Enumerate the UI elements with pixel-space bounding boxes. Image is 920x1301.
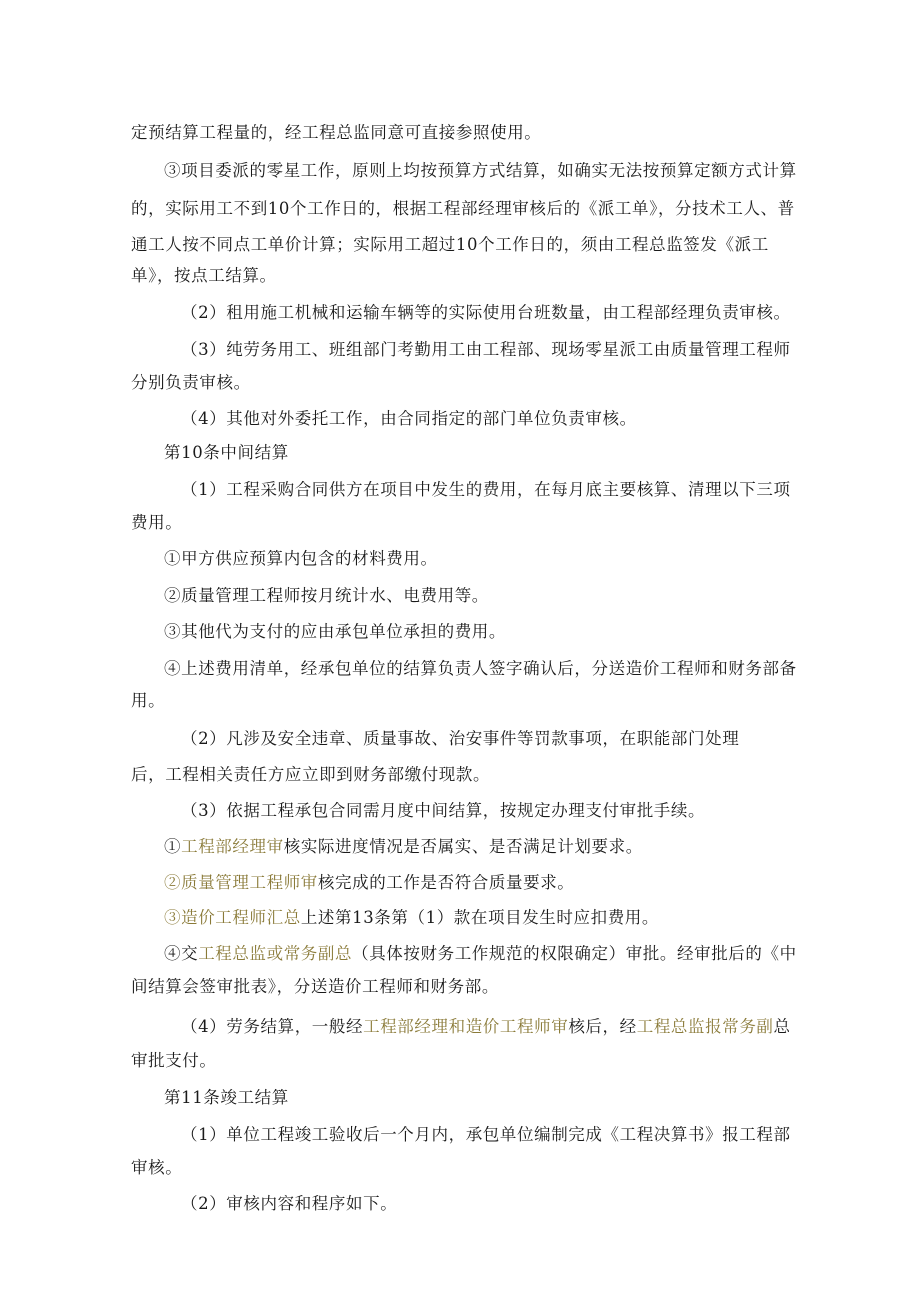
paragraph-line: 分别负责审核。 — [131, 373, 251, 392]
paragraph-line: 后，工程相关责任方应立即到财务部缴付现款。 — [131, 765, 491, 784]
paragraph-line: （1）工程采购合同供方在项目中发生的费用，在每月底主要核算、清理以下三项 — [181, 480, 791, 499]
highlighted-text: 工程部经理审 — [181, 837, 284, 856]
list-item: ④上述费用清单，经承包单位的结算负责人签字确认后，分送造价工程师和财务部备 — [164, 659, 797, 678]
highlighted-text: 工程总监报常务副 — [636, 1017, 774, 1036]
paragraph-line: 单》，按点工结算。 — [131, 266, 277, 285]
paragraph-line: （2）审核内容和程序如下。 — [181, 1194, 398, 1213]
list-item: ③其他代为支付的应由承包单位承担的费用。 — [164, 622, 506, 641]
paragraph-line: （2）租用施工机械和运输车辆等的实际使用台班数量，由工程部经理负责审核。 — [181, 303, 791, 322]
section-heading: 第11条竣工结算 — [164, 1088, 289, 1107]
paragraph-line: 用。 — [131, 691, 166, 710]
paragraph-line: 费用。 — [131, 513, 183, 532]
paragraph-line: 间结算会签审批表》，分送造价工程师和财务部。 — [131, 977, 499, 996]
paragraph-line: ③项目委派的零星工作，原则上均按预算方式结算，如确实无法按预算定额方式计算 — [164, 161, 797, 180]
highlighted-text: ③造价工程师汇总 — [164, 908, 301, 927]
list-item: ①甲方供应预算内包含的材料费用。 — [164, 549, 438, 568]
paragraph-line: （4）劳务结算，一般经工程部经理和造价工程师审核后，经工程总监报常务副总 — [181, 1017, 791, 1036]
paragraph-line: 审批支付。 — [131, 1051, 217, 1070]
paragraph-line: （1）单位工程竣工验收后一个月内，承包单位编制完成《工程决算书》报工程部 — [181, 1125, 791, 1144]
highlighted-text: ②质量管理工程师审 — [164, 873, 318, 892]
list-item: ③造价工程师汇总上述第13条第（1）款在项目发生时应扣费用。 — [164, 908, 660, 927]
highlighted-text: 工程部经理和造价工程师审 — [363, 1017, 569, 1036]
list-item: ①工程部经理审核实际进度情况是否属实、是否满足计划要求。 — [164, 837, 643, 856]
paragraph-line: 审核。 — [131, 1158, 183, 1177]
paragraph-line: （3）纯劳务用工、班组部门考勤用工由工程部、现场零星派工由质量管理工程师 — [181, 340, 791, 359]
section-heading: 第10条中间结算 — [164, 443, 289, 462]
paragraph-line: 通工人按不同点工单价计算；实际用工超过10个工作日的，须由工程总监签发《派工 — [131, 235, 769, 254]
paragraph-line: （2）凡涉及安全违章、质量事故、治安事件等罚款事项，在职能部门处理 — [181, 729, 740, 748]
paragraph-line: （3）依据工程承包合同需月度中间结算，按规定办理支付审批手续。 — [181, 801, 706, 820]
highlighted-text: 工程总监或常务副总 — [198, 944, 353, 963]
paragraph-line: 的，实际用工不到10个工作日的，根据工程部经理审核后的《派工单》，分技术工人、普 — [131, 199, 795, 218]
list-item: ②质量管理工程师审核完成的工作是否符合质量要求。 — [164, 873, 575, 892]
paragraph-line: 定预结算工程量的，经工程总监同意可直接参照使用。 — [131, 123, 542, 142]
paragraph-line: （4）其他对外委托工作，由合同指定的部门单位负责审核。 — [181, 409, 637, 428]
list-item: ②质量管理工程师按月统计水、电费用等。 — [164, 586, 489, 605]
list-item: ④交工程总监或常务副总（具体按财务工作规范的权限确定）审批。经审批后的《中 — [164, 944, 797, 963]
